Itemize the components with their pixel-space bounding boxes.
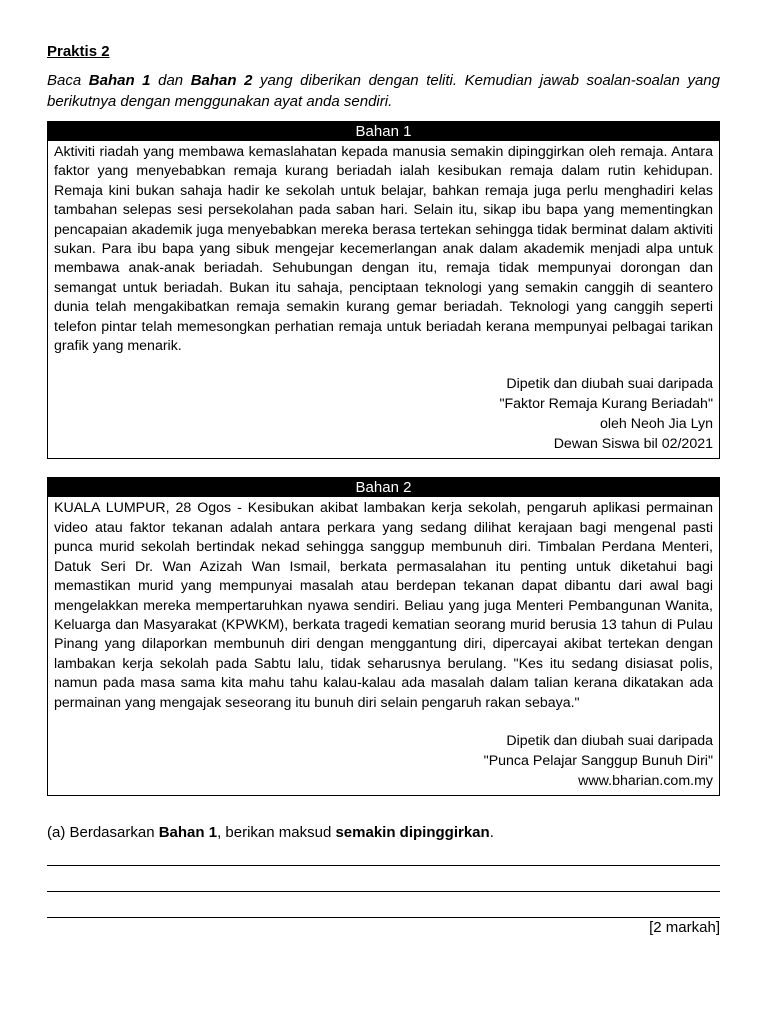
instructions-bold: Bahan 2 [190, 72, 253, 89]
answer-line[interactable] [47, 865, 720, 866]
answer-line[interactable] [47, 891, 720, 892]
bahan-1-passage: Aktiviti riadah yang membawa kemaslahatan kepada manusia semakin dipinggirkan oleh remaja. Antara faktor yang menyebabkan remaja kurang beriadah ialah kesibukan remaja dalam rutin kehidupan. Remaja kini bukan sahaja hadir ke sekolah untuk belajar, bahkan remaja juga perlu menghadiri kelas tambahan selepas sesi persekolahan pada saban hari. Selain itu, sikap ibu bapa yang mementingkan pencapaian akademik juga menyebabkan mereka berasa tertekan sehingga tidak berminat dalam aktiviti sukan. Para ibu bapa yang sibuk mengejar kecemerlangan anak dalam akademik menjadi alpa untuk membawa anak-anak beriadah. Sehubungan dengan itu, remaja tidak mempunyai dorongan dan semangat untuk beriadah. Bukan itu sahaja, penciptaan teknologi yang semakin canggih di seantero dunia telah mengakibatkan remaja semakin kurang gemar beriadah. Teknologi yang canggih seperti telefon pintar telah memesongkan perhatian remaja untuk beriadah kerana mempunyai pelbagai tarikan grafik yang menarik. [54, 144, 713, 355]
instructions-text: yang diberikan dengan teliti. Kemudian jawab soalan-soalan yang berikutnya dengan menggunakan ayat anda sendiri. [47, 72, 720, 110]
question-text: , berikan maksud [217, 823, 336, 841]
bahan-2-passage: KUALA LUMPUR, 28 Ogos - Kesibukan akibat lambakan kerja sekolah, pengaruh aplikasi permainan video atau faktor tekanan adalah antara perkara yang sedang dilihat kerajaan bagi mengenal pasti punca murid sekolah bertindak nekad sehingga sanggup membunuh diri. Timbalan Perdana Menteri, Datuk Seri Dr. Wan Azizah Wan Ismail, berkata permasalahan itu penting untuk diketahui bagi memastikan murid yang mempunyai masalah atau berdepan tekanan dapat dibantu dari awal bagi mengelakkan mereka mempertaruhkan nyawa sendiri. Beliau yang juga Menteri Pembangunan Wanita, Keluarga dan Masyarakat (KPWKM), berkata tragedi kematian seorang murid berusia 13 tahun di Pulau Pinang yang dilaporkan membunuh diri dengan menggantung diri, dipercayai akibat tertekan dengan lambakan kerja sekolah pada Sabtu lalu, tidak seharusnya berulang. "Kes itu sedang disiasat polis, namun pada masa sama kita mahu tahu kalau-kalau ada masalah dalam talian kerana dikatakan ada permainan yang mengajak seseorang itu bunuh diri selain pengaruh rakan sebaya." [54, 500, 713, 711]
citation-line: "Faktor Remaja Kurang Beriadah" [499, 396, 713, 413]
answer-line[interactable] [47, 917, 720, 918]
bahan-1-title: Bahan 1 [48, 122, 719, 141]
bahan-2-box [47, 477, 720, 795]
marks-label: [2 markah] [649, 918, 720, 936]
question-bold: semakin dipinggirkan [335, 823, 490, 841]
question-bold: Bahan 1 [158, 823, 218, 841]
question-a [47, 823, 720, 843]
citation-line: Dipetik dan diubah suai daripada [506, 732, 713, 749]
bahan-2-citation [54, 731, 713, 791]
bahan-2-body [48, 497, 719, 794]
citation-line: Dipetik dan diubah suai daripada [506, 376, 713, 393]
citation-line: "Punca Pelajar Sanggup Bunuh Diri" [483, 752, 713, 769]
question-text: (a) Berdasarkan [47, 823, 159, 841]
bahan-2-title: Bahan 2 [48, 478, 719, 497]
citation-line: oleh Neoh Jia Lyn [599, 416, 713, 433]
bahan-1-body [48, 141, 719, 458]
page-title: Praktis 2 [47, 43, 110, 60]
worksheet-page [47, 40, 720, 937]
instructions [47, 70, 720, 112]
bahan-1-box [47, 121, 720, 459]
citation-line: Dewan Siswa bil 02/2021 [553, 436, 713, 453]
citation-line: www.bharian.com.my [578, 772, 713, 789]
bahan-1-citation [54, 374, 713, 454]
instructions-text: dan [150, 72, 191, 89]
question-text: . [489, 823, 494, 841]
instructions-text: Baca [47, 72, 89, 89]
instructions-bold: Bahan 1 [88, 72, 151, 89]
